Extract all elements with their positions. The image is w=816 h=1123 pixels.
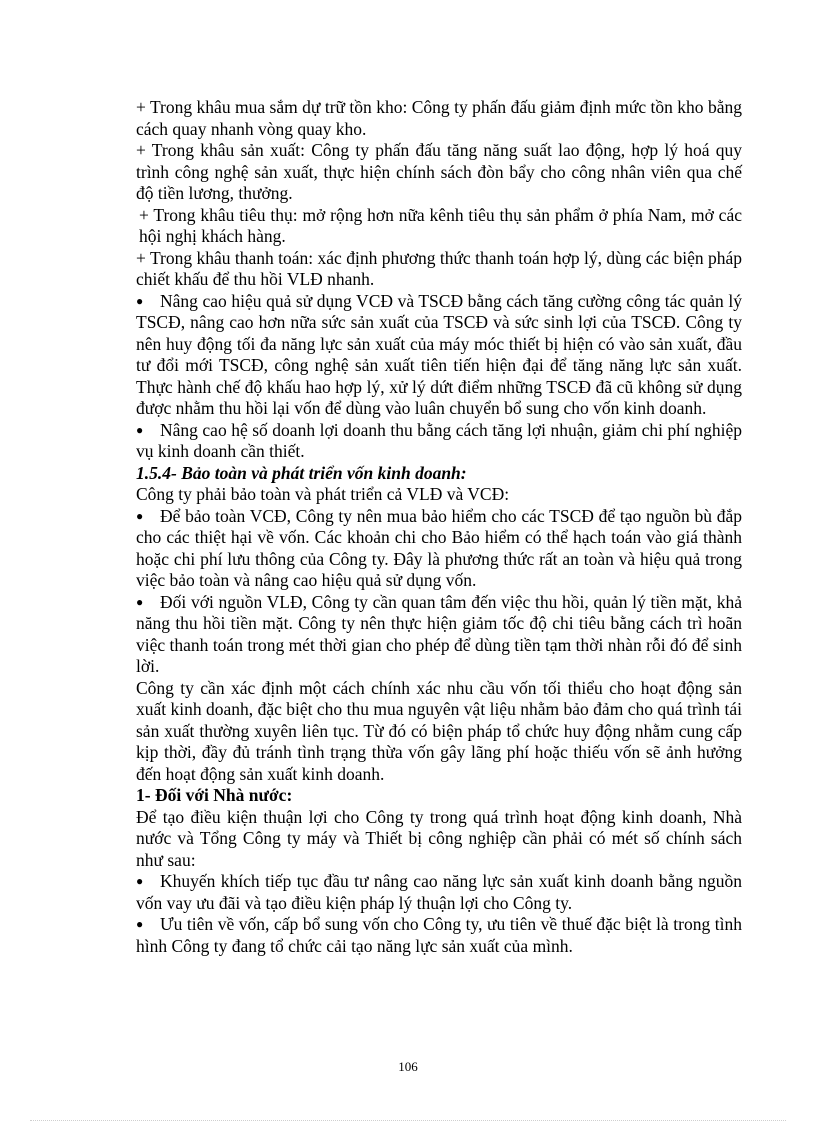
page-body — [136, 97, 742, 957]
bullet-text: Ưu tiên về vốn, cấp bổ sung vốn cho Công ty, ưu tiên về thuế đặc biệt là trong tình hình Công ty đang tổ chức cải tạo năng lực sản xuất của mình. — [136, 914, 742, 956]
paragraph-state-support: Để tạo điều kiện thuận lợi cho Công ty trong quá trình hoạt động kinh doanh, Nhà nước và Tổng Công ty máy và Thiết bị công nghiệp cần phải có mét số chính sách như sau: — [136, 806, 742, 870]
bullet-text: Khuyến khích tiếp tục đầu tư nâng cao năng lực sản xuất kinh doanh bằng nguồn vốn vay ưu đãi và tạo điều kiện pháp lý thuận lợi cho Công ty. — [136, 871, 742, 913]
section-heading-1-5-4: 1.5.4- Bảo toàn và phát triển vốn kinh doanh: — [136, 462, 467, 483]
page-bottom-divider — [30, 1120, 786, 1121]
bullet-item-fixed-capital — [136, 291, 742, 420]
page-number: 106 — [398, 1059, 418, 1074]
paragraph-capital-needs: Công ty cần xác định một cách chính xác nhu cầu vốn tối thiểu cho hoạt động sản xuất kinh doanh, đặc biệt cho thu mua nguyên vật liệu nhằm bảo đảm cho quá trình tái sản xuất thường xuyên liên tục. Từ đó có biện pháp tổ chức huy động nhằm cung cấp kịp thời, đầy đủ tránh tình trạng thừa vốn gây lãng phí hoặc thiếu vốn sẽ ảnh hưởng đến hoạt động sản xuất kinh doanh. — [136, 677, 742, 784]
bullet-text: Để bảo toàn VCĐ, Công ty nên mua bảo hiểm cho các TSCĐ để tạo nguồn bù đắp cho các thiệt hại về vốn. Các khoản chi cho Bảo hiểm có thể hạch toán vào giá thành hoặc chi phí lưu thông của Công ty. Đây là phương thức rất an toàn và hiệu quả trong việc bảo toàn và nâng cao hiệu quả sử dụng vốn. — [136, 505, 742, 590]
bullet-icon: ● — [136, 293, 144, 308]
bullet-text: Nâng cao hệ số doanh lợi doanh thu bằng cách tăng lợi nhuận, giảm chi phí nghiệp vụ kinh doanh cần thiết. — [136, 419, 742, 461]
paragraph-production: + Trong khâu sản xuất: Công ty phấn đấu tăng năng suất lao động, hợp lý hoá quy trình công nghệ sản xuất, thực hiện chính sách đòn bẩy cho công nhân viên qua chế độ tiền lương, thưởng. — [136, 140, 742, 203]
bullet-icon: ● — [136, 594, 144, 609]
paragraph-payment: + Trong khâu thanh toán: xác định phương thức thanh toán hợp lý, dùng các biện pháp chiết khấu để thu hồi VLĐ nhanh. — [136, 247, 742, 289]
bullet-icon: ● — [136, 422, 144, 437]
bullet-icon: ● — [136, 917, 144, 931]
bullet-icon: ● — [136, 874, 144, 888]
bullet-icon: ● — [136, 508, 144, 523]
bullet-item-tax-priority — [136, 914, 742, 957]
paragraph-consumption: + Trong khâu tiêu thụ: mở rộng hơn nữa kênh tiêu thụ sản phẩm ở phía Nam, mở các hội nghị khách hàng. — [139, 204, 742, 246]
bullet-text: Đối với nguồn VLĐ, Công ty cần quan tâm đến việc thu hồi, quản lý tiền mặt, khả năng thu hồi tiền mặt. Công ty nên thực hiện giảm tốc độ chi tiêu bằng cách trì hoãn việc thanh toán trong mét thời gian cho phép để dùng tiền tạm thời nhàn rỗi đó để sinh lời. — [136, 591, 742, 676]
bullet-item-insurance — [136, 506, 742, 592]
bullet-item-preferential-loans — [136, 871, 742, 914]
bullet-item-profit-ratio — [136, 420, 742, 463]
bullet-text: Nâng cao hiệu quả sử dụng VCĐ và TSCĐ bằng cách tăng cường công tác quản lý TSCĐ, nâng cao hơn nữa sức sản xuất của TSCĐ và sức sinh lợi của TSCĐ. Công ty nên huy động tối đa năng lực sản xuất của máy móc thiết bị hiện có vào sản xuất, đầu tư đổi mới TSCĐ, công nghệ sản xuất tiên tiến hiện đại để tăng năng lực sản xuất. Thực hành chế độ khấu hao hợp lý, xử lý dứt điểm những TSCĐ đã cũ không sử dụng được nhằm thu hồi lại vốn để dùng vào luân chuyển bổ sung cho vốn kinh doanh. — [136, 290, 742, 418]
section-heading-state: 1- Đối với Nhà nước: — [136, 785, 293, 805]
paragraph-preserve-capital: Công ty phải bảo toàn và phát triển cả VLĐ và VCĐ: — [136, 484, 510, 504]
bullet-item-working-capital — [136, 592, 742, 678]
paragraph-inventory: + Trong khâu mua sắm dự trữ tồn kho: Công ty phấn đấu giảm định mức tồn kho bằng cách quay nhanh vòng quay kho. — [136, 97, 742, 139]
